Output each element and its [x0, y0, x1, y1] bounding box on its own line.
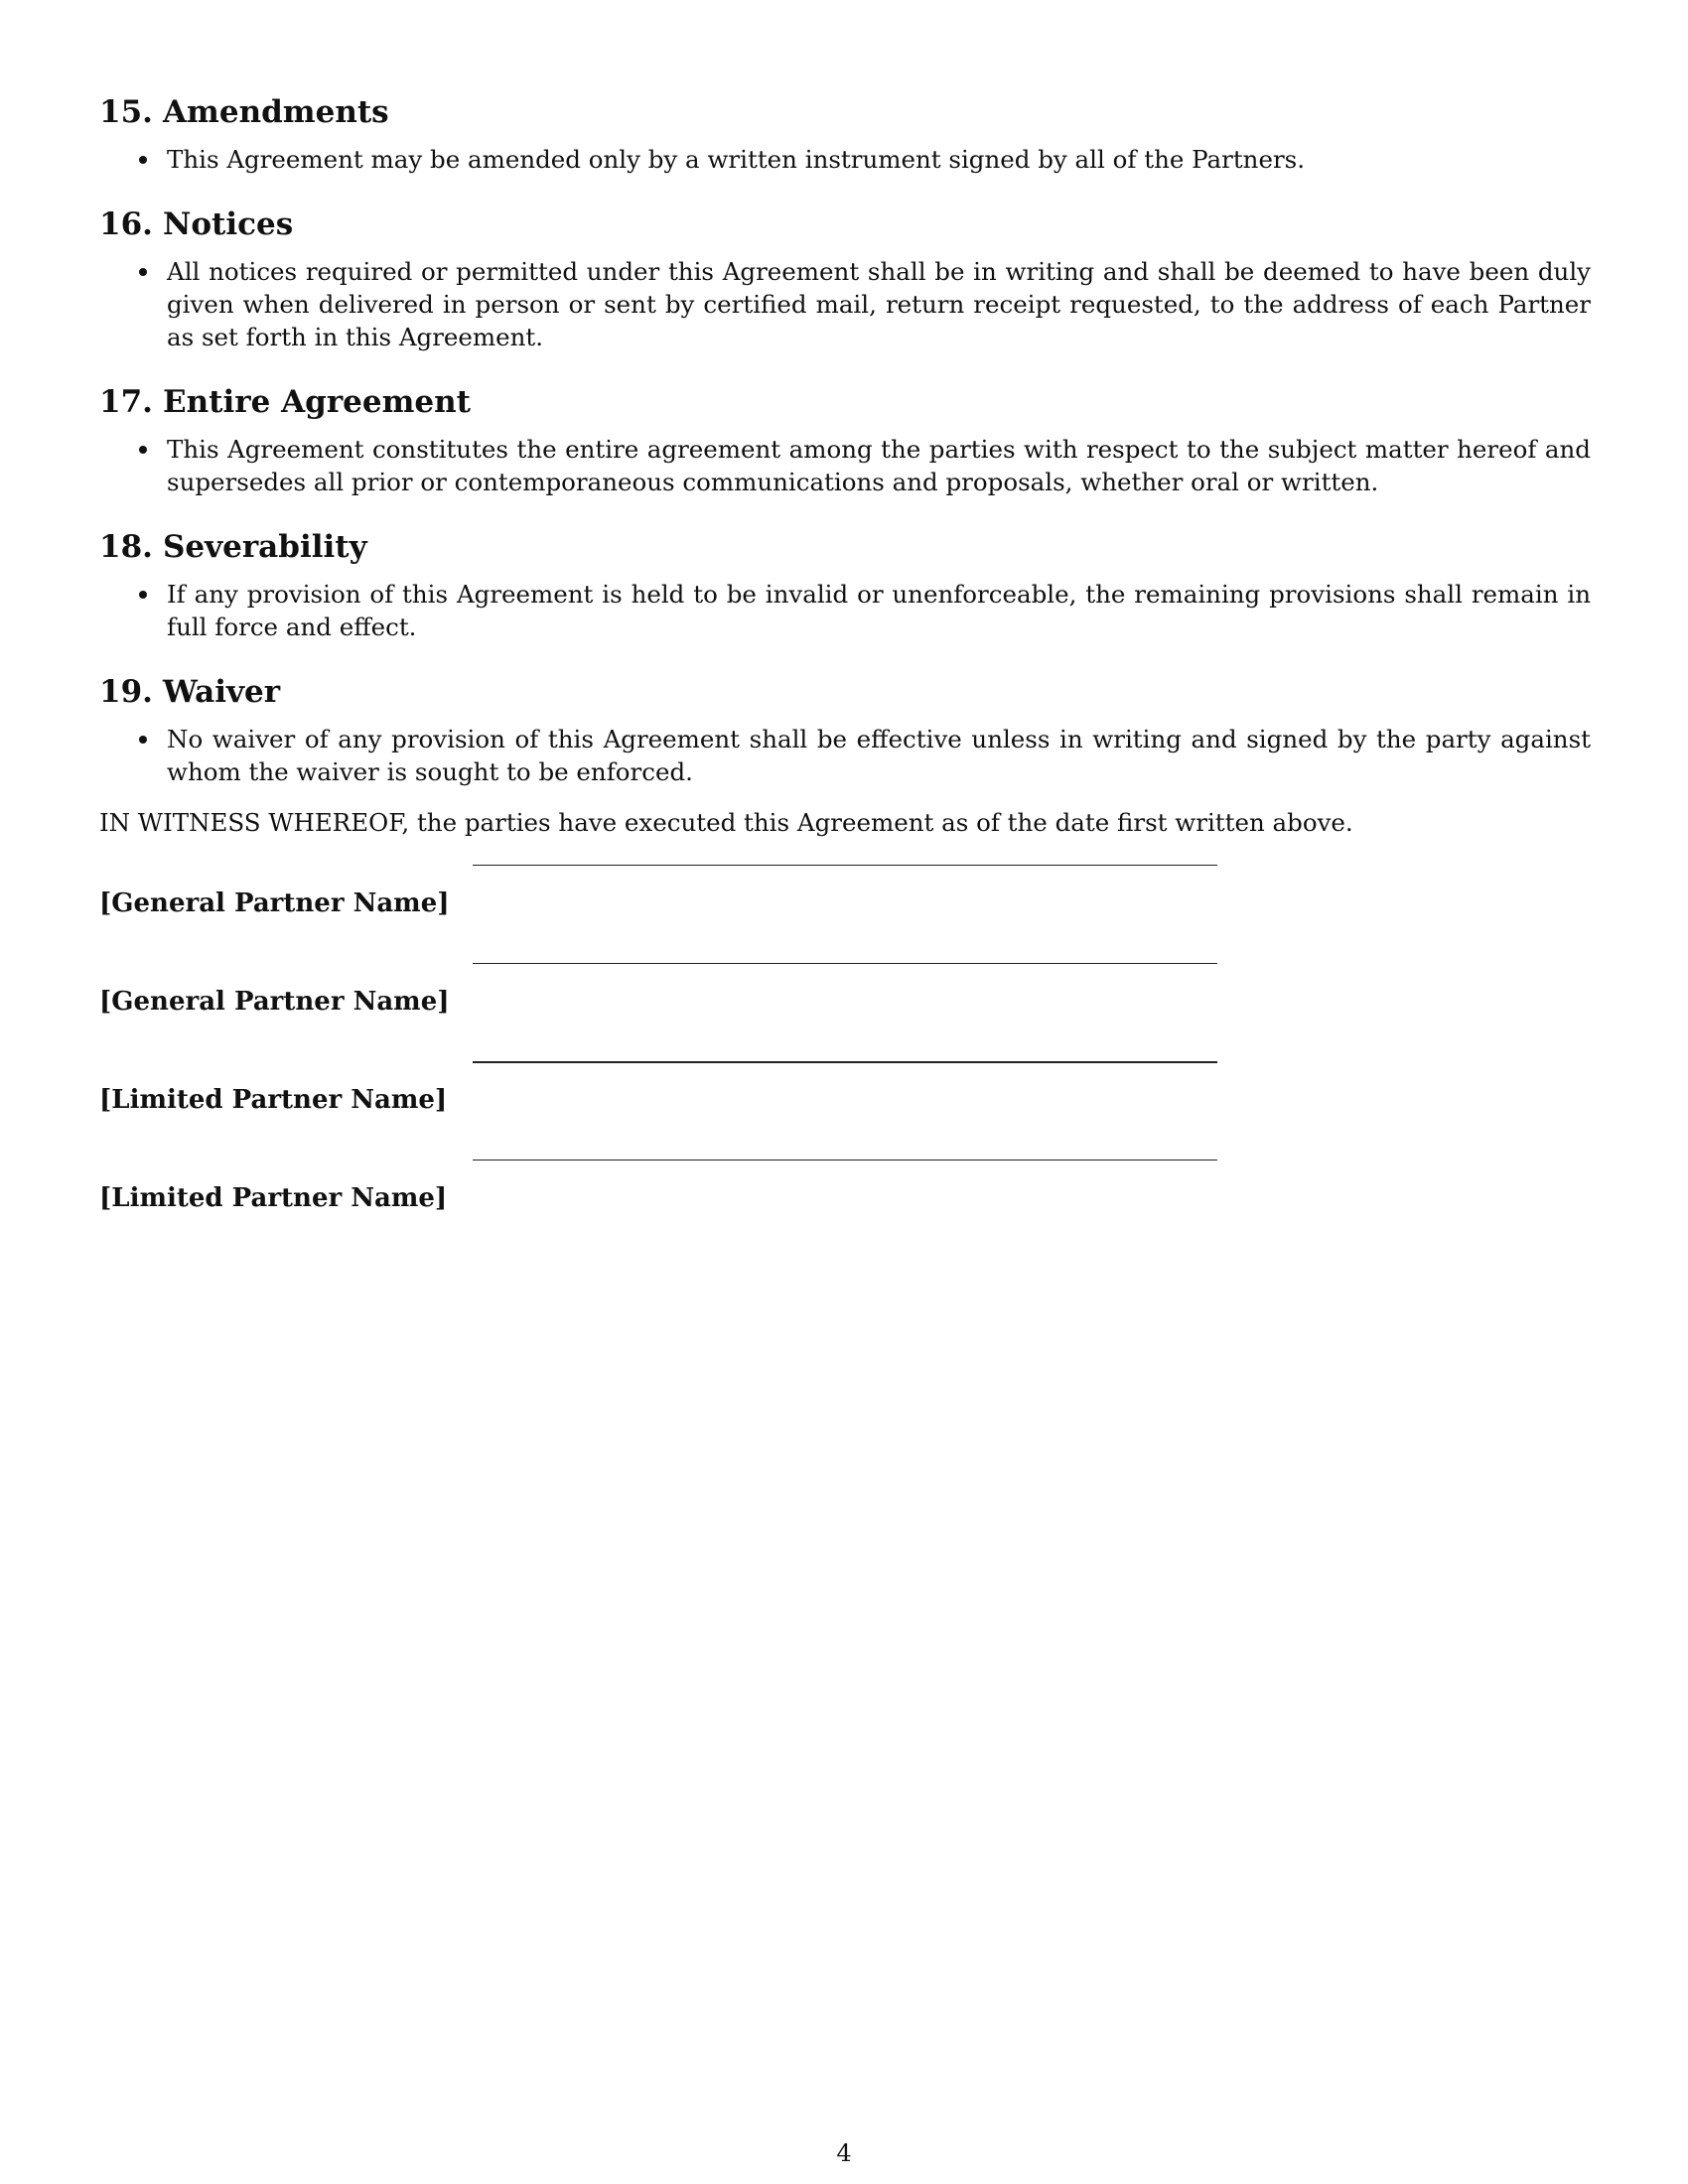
section-number: 17. [99, 384, 153, 420]
list-item-text: This Agreement may be amended only by a written instrument signed by all of the Partners. [167, 145, 1306, 174]
signatory-name: [Limited Partner Name] [99, 1085, 448, 1115]
signature-line[interactable] [473, 963, 1217, 964]
section-title: Notices [163, 206, 294, 242]
section-title: Severability [163, 529, 367, 565]
bullet-icon [139, 156, 147, 164]
signature-line[interactable] [473, 865, 1217, 866]
section-number: 15. [99, 94, 153, 130]
signature-row [99, 865, 1591, 963]
section-heading [99, 381, 1591, 423]
signatory-name: [General Partner Name] [99, 888, 450, 918]
section-number: 19. [99, 674, 153, 710]
section-title: Entire Agreement [163, 384, 471, 420]
bullet-icon [139, 736, 147, 744]
section-waiver [99, 671, 1591, 788]
bullet-list [99, 433, 1591, 498]
list-item-text: This Agreement constitutes the entire agreement among the parties with respect to the subject matter hereof and supersedes all prior or contemporaneous communications and proposals, whether oral or written. [167, 435, 1591, 496]
bullet-icon [139, 446, 147, 454]
section-heading [99, 526, 1591, 568]
list-item [99, 255, 1591, 353]
signature-row [99, 1061, 1591, 1160]
document-content [99, 91, 1591, 1258]
section-heading [99, 671, 1591, 713]
section-number: 16. [99, 206, 153, 242]
section-title: Waiver [163, 674, 281, 710]
section-heading [99, 91, 1591, 133]
page-number: 4 [836, 2139, 852, 2167]
list-item-text: No waiver of any provision of this Agreement shall be effective unless in writing and signed by the party against whom the waiver is sought to be enforced. [167, 725, 1591, 786]
list-item [99, 723, 1591, 788]
list-item-text: All notices required or permitted under this Agreement shall be in writing and shall be deemed to have been duly given when delivered in person or sent by certified mail, return receipt requested, to the address of each Partner as set forth in this Agreement. [167, 257, 1591, 351]
bullet-list [99, 723, 1591, 788]
list-item [99, 143, 1591, 176]
bullet-icon [139, 591, 147, 599]
signature-row [99, 963, 1591, 1061]
signatory-name: [General Partner Name] [99, 987, 450, 1017]
bullet-list [99, 255, 1591, 353]
section-entire-agreement [99, 381, 1591, 498]
signature-row [99, 1160, 1591, 1258]
bullet-list [99, 578, 1591, 643]
list-item [99, 578, 1591, 643]
section-severability [99, 526, 1591, 643]
list-item [99, 433, 1591, 498]
bullet-icon [139, 268, 147, 276]
section-number: 18. [99, 529, 153, 565]
signature-line[interactable] [473, 1061, 1217, 1063]
section-amendments [99, 91, 1591, 176]
bullet-list [99, 143, 1591, 176]
section-notices [99, 204, 1591, 353]
section-title: Amendments [163, 94, 389, 130]
witness-clause: IN WITNESS WHEREOF, the parties have executed this Agreement as of the date first written above. [99, 808, 1353, 837]
signature-block [99, 865, 1591, 1258]
section-heading [99, 204, 1591, 245]
signatory-name: [Limited Partner Name] [99, 1183, 448, 1213]
list-item-text: If any provision of this Agreement is held to be invalid or unenforceable, the remaining provisions shall remain in full force and effect. [167, 580, 1591, 641]
